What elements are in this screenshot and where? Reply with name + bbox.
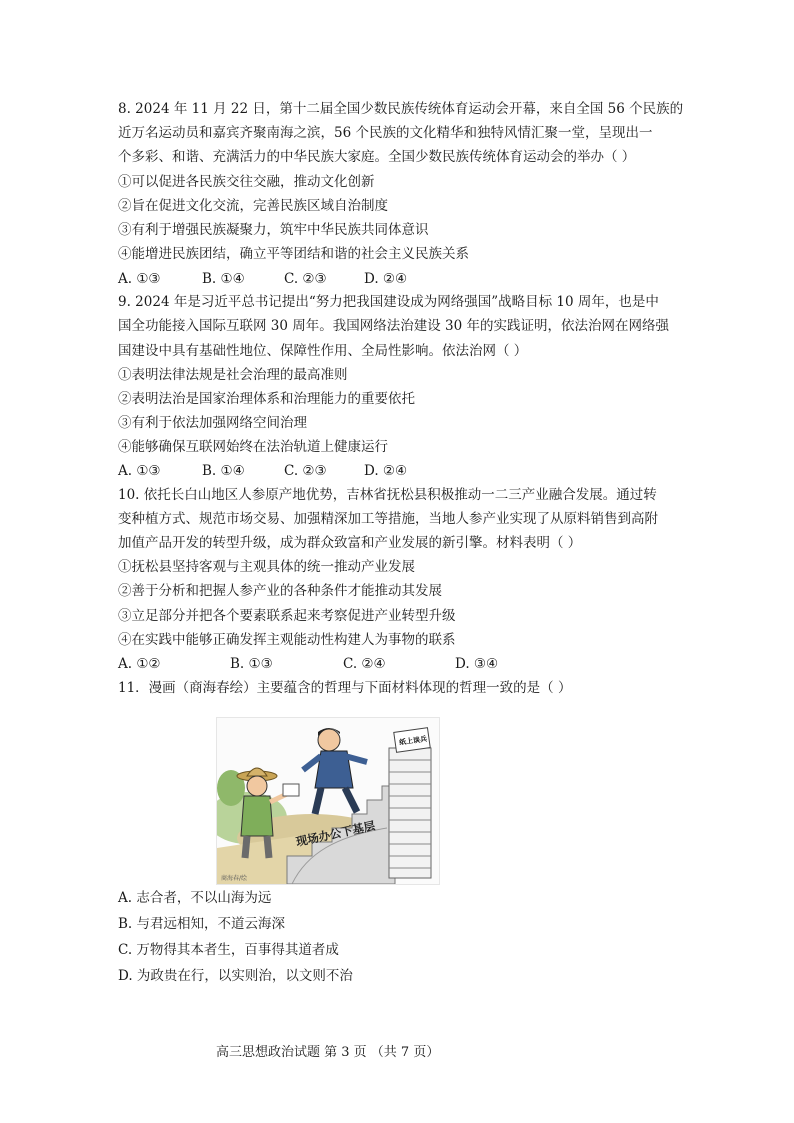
q9-stem-line-2: 国全功能接入国际互联网 30 周年。我国网络法治建设 30 年的实践证明，依法治网在网络强 [118, 318, 670, 334]
q11-option-a[interactable]: A. 志合者，不以山海为远 [118, 890, 272, 906]
q8-statement-1: ①可以促进各民族交往交融，推动文化创新 [118, 174, 375, 190]
q10-stem-line-2: 变种植方式、规范市场交易、加强精深加工等措施，当地人参产业实现了从原料销售到高附 [118, 511, 658, 527]
q11-option-c[interactable]: C. 万物得其本者生，百事得其道者成 [118, 942, 339, 958]
q10-statement-4: ④在实践中能够正确发挥主观能动性构建人为事物的联系 [118, 632, 456, 648]
q10-statement-2: ②善于分析和把握人参产业的各种条件才能推动其发展 [118, 583, 442, 599]
q8-stem-line-3: 个多彩、和谐、充满活力的中华民族大家庭。全国少数民族传统体育运动会的举办（ ） [118, 149, 636, 165]
q11-cartoon [216, 717, 440, 885]
q10-option-c[interactable]: C. ②④ [343, 656, 386, 672]
cartoon-illustration [217, 718, 439, 884]
q11-option-d[interactable]: D. 为政贵在行，以实则治，以文则不治 [118, 968, 353, 984]
official-figure [303, 728, 367, 814]
q11-stem: 11．漫画（商海春绘）主要蕴含的哲理与下面材料体现的哲理一致的是（ ） [118, 680, 572, 696]
q9-statement-3: ③有利于依法加强网络空间治理 [118, 415, 307, 431]
q8-option-a[interactable]: A. ①③ [118, 271, 161, 287]
q9-option-b[interactable]: B. ①④ [202, 463, 245, 479]
q10-stem-line-3: 加值产品开发的转型升级，成为群众致富和产业发展的新引擎。材料表明（ ） [118, 535, 582, 551]
q9-option-c[interactable]: C. ②③ [284, 463, 327, 479]
paper-stack [389, 728, 431, 878]
q9-statement-1: ①表明法律法规是社会治理的最高准则 [118, 367, 348, 383]
q9-stem-line-3: 国建设中具有基础性地位、保障性作用、全局性影响。依法治网（ ） [118, 343, 528, 359]
q8-option-d[interactable]: D. ②④ [364, 271, 408, 287]
q10-statement-1: ①抚松县坚持客观与主观具体的统一推动产业发展 [118, 559, 415, 575]
q9-statement-2: ②表明法治是国家治理体系和治理能力的重要依托 [118, 391, 415, 407]
q8-option-b[interactable]: B. ①④ [202, 271, 245, 287]
q10-option-b[interactable]: B. ①③ [230, 656, 273, 672]
q8-stem-line-1: 8. 2024 年 11 月 22 日，第十二届全国少数民族传统体育运动会开幕，来自全国 56 个民族的 [118, 101, 684, 117]
q10-stem-line-1: 10. 依托长白山地区人参原产地优势，吉林省抚松县积极推动一二三产业融合发展。通过转 [118, 487, 657, 503]
q9-option-d[interactable]: D. ②④ [364, 463, 408, 479]
q10-option-d[interactable]: D. ③④ [455, 656, 499, 672]
q8-stem-line-2: 近万名运动员和嘉宾齐聚南海之滨，56 个民族的文化精华和独特风情汇聚一堂，呈现出一 [118, 125, 653, 141]
page-footer: 高三思想政治试题 第 3 页 （共 7 页） [216, 1045, 440, 1060]
q8-statement-3: ③有利于增强民族凝聚力，筑牢中华民族共同体意识 [118, 222, 429, 238]
q9-stem-line-1: 9. 2024 年是习近平总书记提出“努力把我国建设成为网络强国”战略目标 10 周年，也是中 [118, 294, 659, 310]
q8-statement-2: ②旨在促进文化交流，完善民族区域自治制度 [118, 198, 388, 214]
q10-statement-3: ③立足部分并把各个要素联系起来考察促进产业转型升级 [118, 608, 456, 624]
cartoon-signature: 商海春/绘 [221, 875, 248, 882]
stairs-label: 现场办公下基层 [294, 818, 377, 849]
q8-option-c[interactable]: C. ②③ [284, 271, 327, 287]
q9-statement-4: ④能够确保互联网始终在法治轨道上健康运行 [118, 439, 388, 455]
q11-option-b[interactable]: B. 与君远相知，不道云海深 [118, 916, 286, 932]
q8-statement-4: ④能增进民族团结，确立平等团结和谐的社会主义民族关系 [118, 246, 469, 262]
paper-label: 纸上谈兵 [398, 734, 428, 747]
q10-option-a[interactable]: A. ①② [118, 656, 161, 672]
q9-option-a[interactable]: A. ①③ [118, 463, 161, 479]
